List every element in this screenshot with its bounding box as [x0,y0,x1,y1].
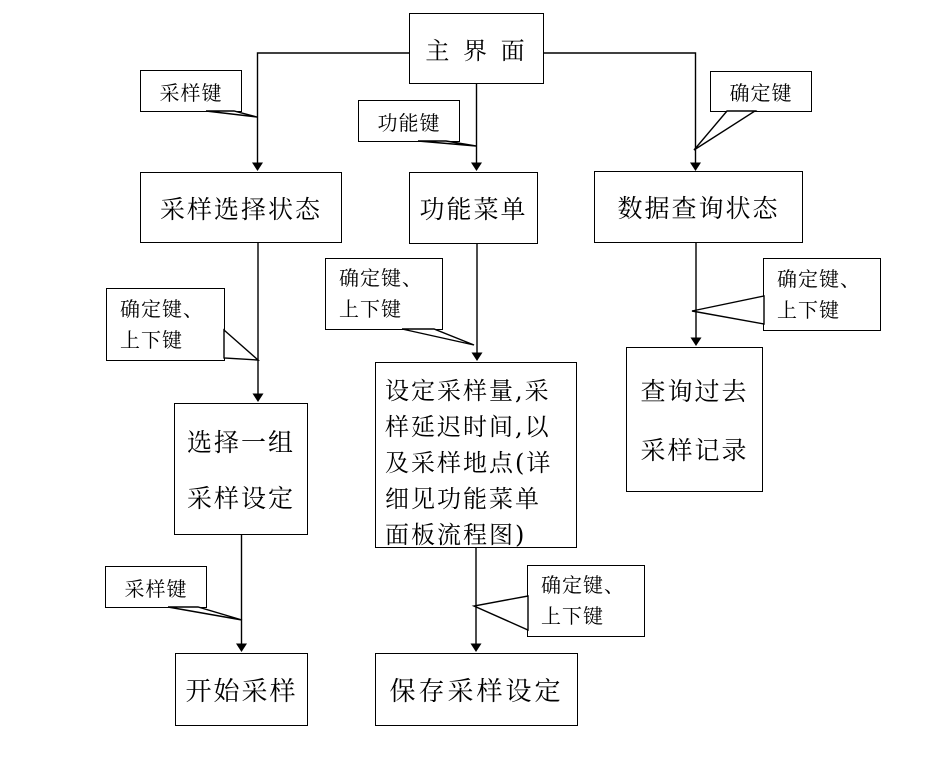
save-settings-label: 保存采样设定 [389,677,564,707]
tail-callout-confirm-updown-left [224,330,258,360]
tail-callout-confirm-updown-center [402,329,474,345]
callout-confirm-updown-left-line2: 上下键 [120,327,183,352]
set-params-line3: 及采样地点(详 [385,449,553,477]
data-query-state-label: 数据查询状态 [617,194,780,223]
callout-function-key [358,100,460,142]
callout-confirm-updown-right-line1: 确定键、 [777,266,861,291]
connector-set-params-to-save-settings [471,548,482,652]
callout-confirm-updown-center-line2: 上下键 [339,297,402,321]
sampling-select-state-node [140,172,342,243]
callout-sample-key-bottom-label: 采样键 [124,576,188,601]
set-params-line1: 设定采样量,采 [385,377,551,405]
callout-confirm-updown-right [763,258,881,331]
start-sampling-label: 开始采样 [185,677,298,707]
tail-callout-confirm-updown-right [692,296,764,324]
callout-confirm-key [710,71,812,112]
set-params-line5: 面板流程图) [385,521,527,549]
callout-confirm-updown-left-line1: 确定键、 [120,296,204,321]
callout-confirm-updown-center-line1: 确定键、 [339,266,423,290]
select-group-line1: 选择一组 [186,428,295,458]
callout-confirm-key-label: 确定键 [729,81,793,105]
tail-callout-confirm-updown-bottom [474,596,528,630]
connector-sampling-state-to-select-group [253,243,264,402]
data-query-state-node [594,171,803,243]
function-menu-node [409,172,538,244]
callout-confirm-updown-right-line2: 上下键 [777,297,840,322]
callout-confirm-updown-bottom [527,565,645,637]
start-sampling-node [175,653,308,726]
set-params-line4: 细见功能菜单 [385,485,541,513]
query-records-line2: 采样记录 [640,436,749,466]
connector-function-menu-to-set-params [472,244,483,361]
callout-sample-key-top [140,70,242,112]
sampling-select-state-label: 采样选择状态 [159,194,322,224]
callout-confirm-updown-center [325,258,443,330]
tail-callout-sample-key-bottom [168,607,242,620]
callout-sample-key-bottom [105,566,207,608]
connector-main-to-query-state [544,53,701,171]
save-settings-node [375,653,578,726]
callout-function-key-label: 功能键 [377,110,441,135]
connector-select-group-to-start-sampling [236,535,247,652]
query-records-node [626,347,763,492]
callout-confirm-updown-bottom-line2: 上下键 [541,604,604,628]
connector-query-state-to-query-records [691,243,702,346]
select-group-line2: 采样设定 [186,483,295,513]
query-records-line1: 查询过去 [640,376,749,406]
tail-callout-confirm-key [694,111,755,150]
callout-sample-key-top-label: 采样键 [159,80,223,105]
set-params-line2: 样延迟时间,以 [385,413,551,441]
function-menu-label: 功能菜单 [419,195,528,224]
callout-confirm-updown-bottom-line1: 确定键、 [541,573,625,597]
set-sampling-params-node [375,362,577,548]
connector-main-to-function-menu [471,84,482,171]
main-interface-node [409,13,544,84]
select-group-node [174,403,308,535]
callout-confirm-updown-left [106,288,225,361]
main-interface-label: 主 界 面 [425,37,528,65]
